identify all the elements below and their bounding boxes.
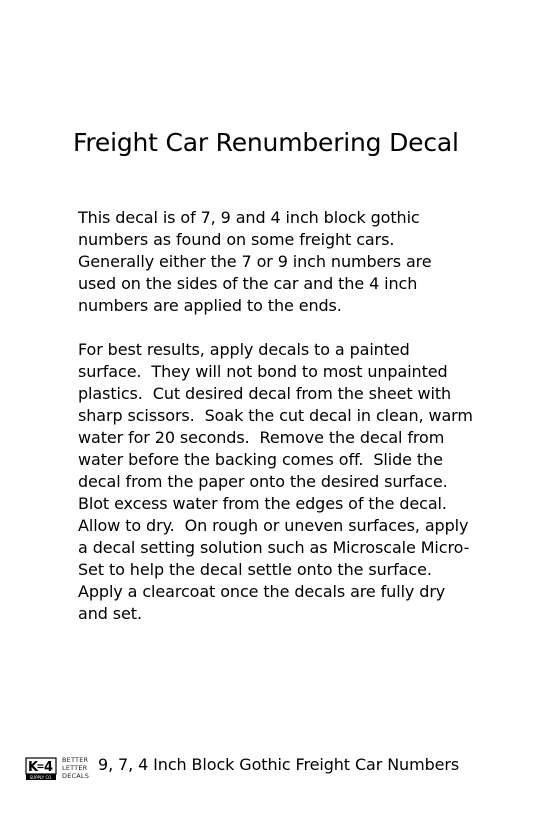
- text-line: and set.: [78, 604, 142, 623]
- text-line: Allow to dry. On rough or uneven surfaces, apply: [78, 516, 469, 535]
- text-line: decal from the paper onto the desired surface.: [78, 472, 448, 491]
- k4-logo: [25, 757, 57, 781]
- text-line: Generally either the 7 or 9 inch numbers are: [78, 252, 432, 271]
- text-line: numbers as found on some freight cars.: [78, 230, 395, 249]
- page-title: Freight Car Renumbering Decal: [73, 128, 459, 157]
- text-line: surface. They will not bond to most unpainted: [78, 362, 448, 381]
- logo-tagline: [62, 756, 89, 780]
- text-line: For best results, apply decals to a painted: [78, 340, 410, 359]
- svg-text:4: 4: [44, 760, 54, 775]
- footer: [25, 754, 505, 784]
- text-line: used on the sides of the car and the 4 inch: [78, 274, 418, 293]
- text-line: This decal is of 7, 9 and 4 inch block gothic: [78, 208, 420, 227]
- tagline-line: LETTER: [62, 764, 88, 772]
- text-line: plastics. Cut desired decal from the sheet with: [78, 384, 452, 403]
- tagline-line: BETTER: [62, 756, 89, 764]
- text-line: Set to help the decal settle onto the surface.: [78, 560, 432, 579]
- instructions-paragraph: [78, 339, 473, 625]
- text-line: sharp scissors. Soak the cut decal in clean, warm: [78, 406, 473, 425]
- svg-text:SUPPLY CO.: SUPPLY CO.: [29, 774, 53, 780]
- text-line: water for 20 seconds. Remove the decal from: [78, 428, 445, 447]
- text-line: Apply a clearcoat once the decals are fully dry: [78, 582, 446, 601]
- description-paragraph: [78, 207, 470, 317]
- text-line: water before the backing comes off. Slide the: [78, 450, 443, 469]
- text-line: Blot excess water from the edges of the decal.: [78, 494, 447, 513]
- text-line: numbers are applied to the ends.: [78, 296, 342, 315]
- text-line: a decal setting solution such as Microscale Micro-: [78, 538, 470, 557]
- product-name: 9, 7, 4 Inch Block Gothic Freight Car Numbers: [98, 755, 460, 774]
- tagline-line: DECALS: [62, 772, 90, 780]
- svg-text:K: K: [28, 760, 39, 775]
- instructions-body: [78, 207, 473, 647]
